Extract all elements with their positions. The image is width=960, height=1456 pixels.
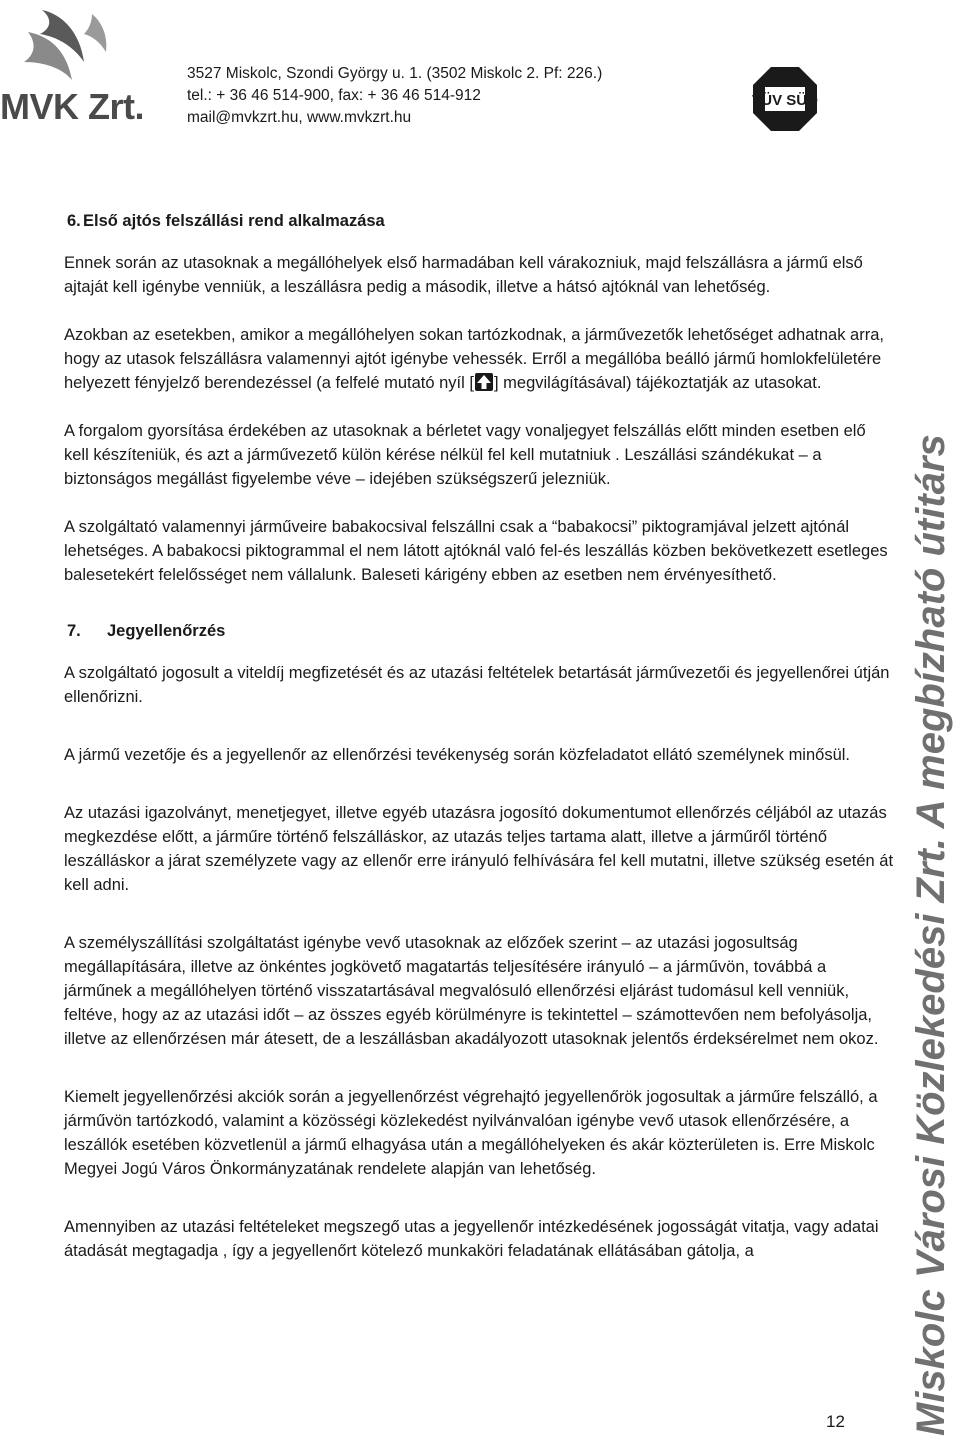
section-7-number: 7. [67, 622, 81, 640]
page-number: 12 [826, 1412, 845, 1431]
contact-block [187, 63, 602, 129]
logo-text: MVK Zrt. [0, 86, 144, 127]
section-6-number: 6. [67, 212, 81, 230]
section-6-paragraph-4: A szolgáltató valamennyi járműveire babakocsival felszállni csak a “babakocsi” piktogramjával jelzett ajtónál lehetséges. A babakocsi piktogrammal el nem látott ajtóknál való fel-és leszállás közben bekövetkezett esetleges balesetekért felelősséget nem vállalunk. Baleseti kárigény ebben az esetben nem érvényesíthető. [64, 518, 888, 584]
section-6-paragraph-2 [64, 323, 894, 395]
section-7-title: Jegyellenőrzés [107, 622, 226, 640]
section-7-paragraph-2: A jármű vezetője és a jegyellenőr az ellenőrzési tevékenység során közfeladatot ellátó személynek minősül. [64, 746, 851, 764]
phone-line: tel.: + 36 46 514-900, fax: + 36 46 514-912 [187, 87, 481, 104]
section-6-paragraph-2-start: Azokban az esetekben, amikor a megállóhelyen sokan tartózkodnak, a járművezetők lehetőséget adhatnak arra, hogy az utasok felszállásra valamennyi ajtót igénybe vehessék. Erről a megállóba beálló jármű homlokfelületére helyezett fényjelző berendezéssel (a felfelé mutató nyíl [ [64, 326, 884, 392]
up-arrow-icon [475, 373, 493, 391]
mvk-logo [0, 0, 150, 130]
side-slogan: Miskolc Városi Közlekedési Zrt. A megbízható útitárs [909, 434, 953, 1436]
section-6-paragraph-2-end: ] megvilágításával) tájékoztatják az utasokat. [493, 374, 822, 392]
section-7-paragraph-4: A személyszállítási szolgáltatást igénybe vevő utasoknak az előzőek szerint – az utazási jogosultság megállapítására, illetve az önkéntes jogkövető magatartás teljesítésére irányuló – a járművön, továbbá a járműnek a megállóhelyen történő visszatartásával megvalósuló ellenőrzési eljárást tudomásul kell venniük, feltéve, hogy az az utazási időt – az összes egyéb körülményre is tekintettel – számottevően nem befolyásolja, illetve az ellenőrzésen már átesett, de a leszállásban akadályozott utasoknak jelentős érdeksérelmet nem okoz. [64, 934, 879, 1048]
address-line: 3527 Miskolc, Szondi György u. 1. (3502 Miskolc 2. Pf: 226.) [187, 65, 603, 82]
section-7-paragraph-3: Az utazási igazolványt, menetjegyet, illetve egyéb utazásra jogosító dokumentumot ellenőrzés céljából az utazás megkezdése előtt, a járműre történő felszálláskor, az utazás teljes tartama alatt, illetve a járműről történő leszálláskor a járat személyzete vagy az ellenőr erre irányuló felhívására fel kell mutatni, illetve szükség esetén át kell adni. [64, 804, 894, 894]
section-6-title: Első ajtós felszállási rend alkalmazása [83, 212, 385, 230]
web-line: mail@mvkzrt.hu, www.mvkzrt.hu [187, 109, 412, 126]
section-7-paragraph-6: Amennyiben az utazási feltételeket megszegő utas a jegyellenőr intézkedésének jogosságát vitatja, vagy adatai átadását megtagadja , így a jegyellenőrt kötelező munkaköri feladatának ellátásában gátolja, a [64, 1218, 879, 1260]
section-7-paragraph-1: A szolgáltató jogosult a viteldíj megfizetését és az utazási feltételek betartását járművezetői és jegyellenőrei útján ellenőrizni. [64, 664, 890, 706]
section-6-paragraph-3: A forgalom gyorsítása érdekében az utasoknak a bérletet vagy vonaljegyet felszállás előtt minden esetben elő kell készíteniük, és azt a járművezető külön kérése nélkül fel kell mutatniuk . Leszállási szándékukat – a biztonságos megállást figyelembe véve – idejében szükségszerű jelezniük. [64, 422, 866, 488]
section-6-heading [64, 205, 894, 237]
mvk-logo-mark-icon [22, 2, 132, 92]
section-6-paragraph-1: Ennek során az utasoknak a megállóhelyek első harmadában kell várakozniuk, majd felszállásra a jármű első ajtaját kell igénybe venniük, a leszállásra pedig a második, illetve a hátsó ajtóknál van lehetőség. [64, 254, 863, 296]
section-7-heading [64, 615, 894, 647]
tuv-certification-icon [751, 65, 819, 133]
tuv-badge-text: TÜV SÜD [752, 92, 818, 109]
document-body [64, 205, 894, 1263]
section-7-paragraph-5: Kiemelt jegyellenőrzési akciók során a jegyellenőrzést végrehajtó jegyellenőrök jogosultak a járműre felszálló, a járművön tartózkodó, valamint a közösségi közlekedést nyilvánvalóan igénybe vevő utasok ellenőrzésére, a leszállók esetében közvetlenül a jármű elhagyása után a megállóhelyeken és akár közterületen is. Erre Miskolc Megyei Jogú Város Önkormányzatának rendelete alapján van lehetőség. [64, 1088, 878, 1178]
